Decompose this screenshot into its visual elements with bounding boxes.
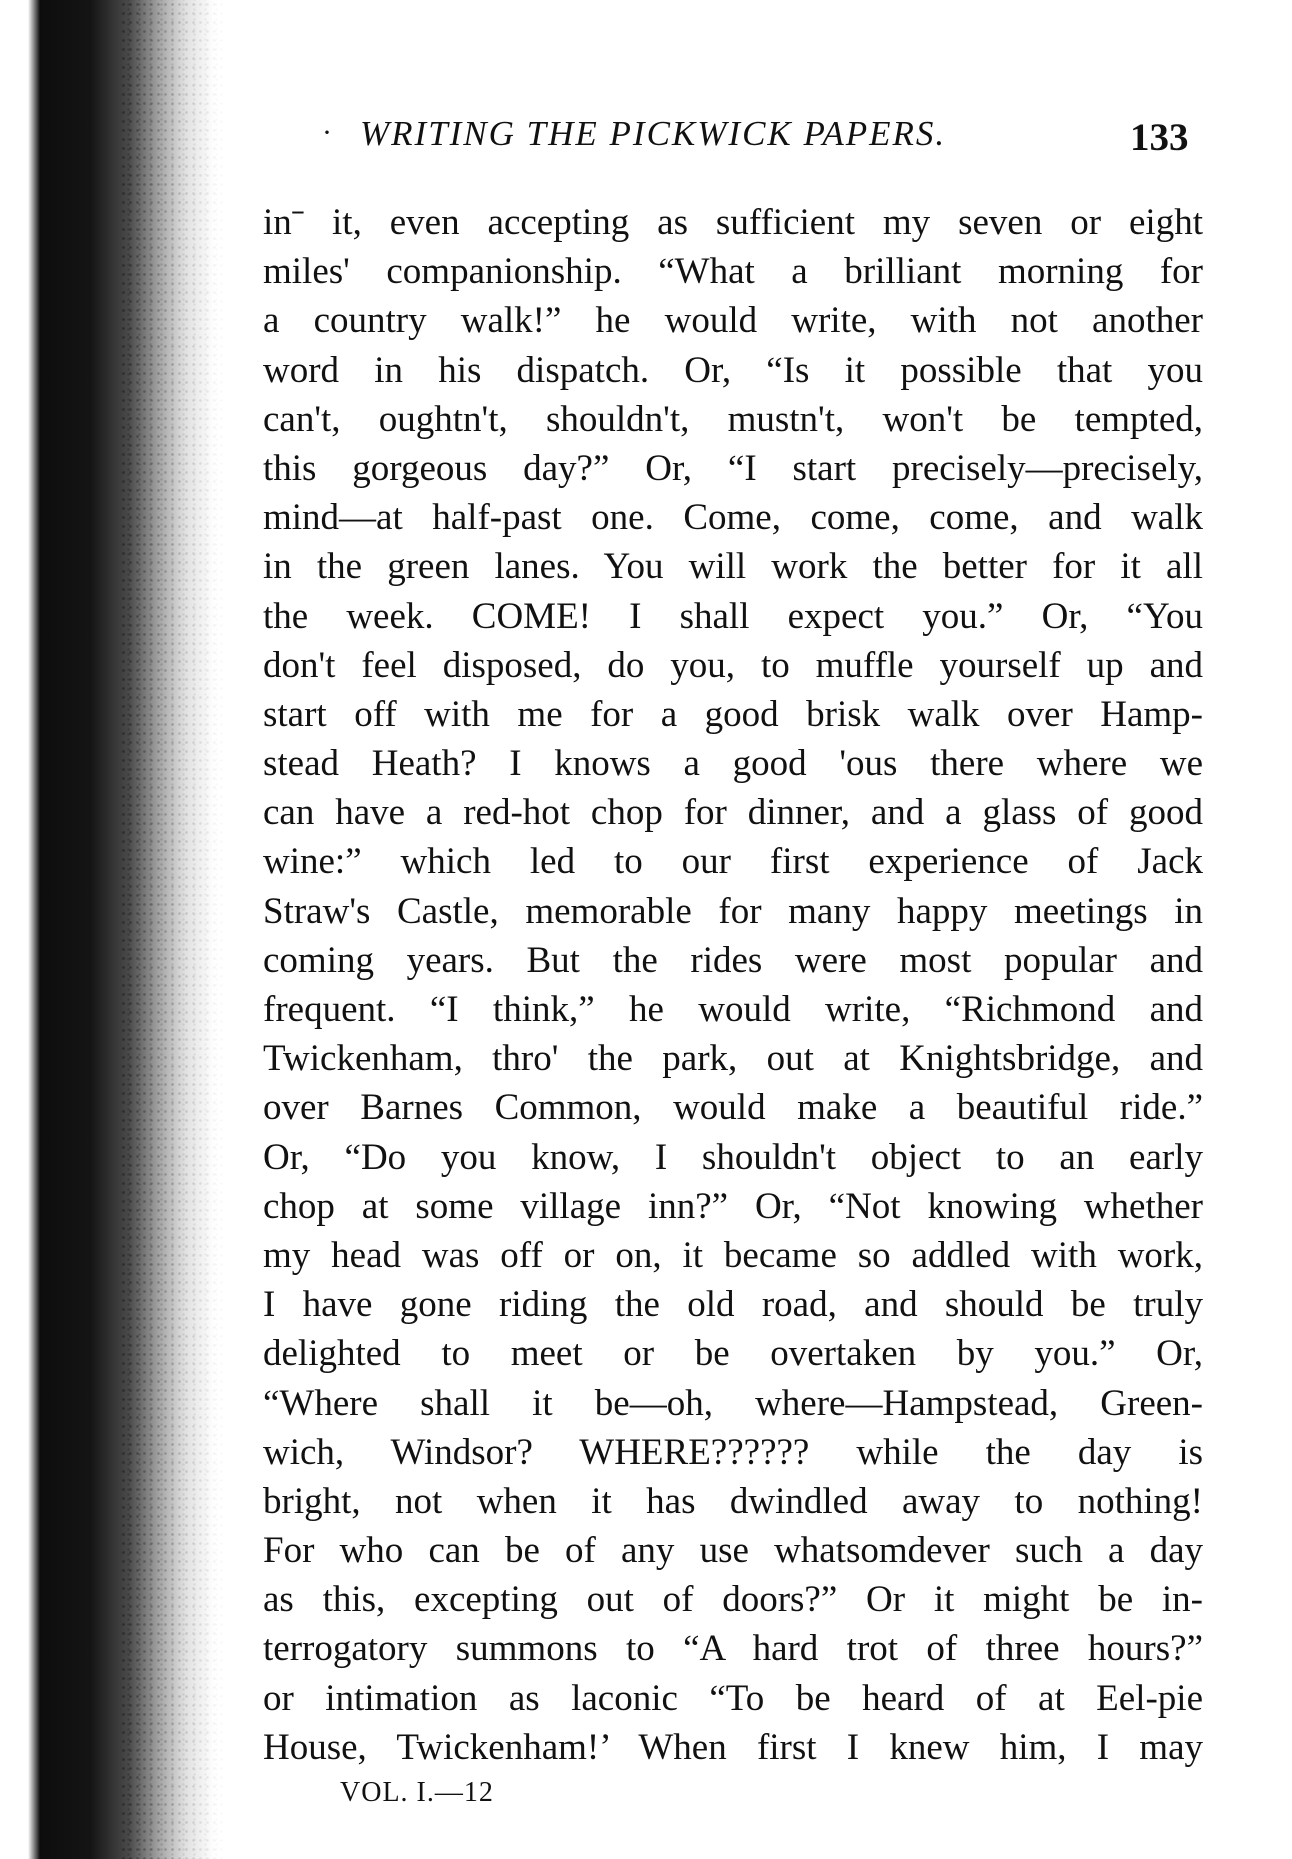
text-line: “Where shall it be—oh, where—Hampstead, Green- — [263, 1382, 1203, 1424]
page-number: 133 — [1130, 116, 1189, 159]
text-line: word in his dispatch. Or, “Is it possible that you — [263, 349, 1203, 391]
text-line: chop at some village inn?” Or, “Not knowing whether — [263, 1185, 1203, 1227]
running-head-title: WRITING THE PICKWICK PAPERS. — [360, 114, 947, 153]
text-line: Or, “Do you know, I shouldn't object to an early — [263, 1136, 1203, 1178]
text-line: my head was off or on, it became so addled with work, — [263, 1234, 1203, 1276]
text-line: terrogatory summons to “A hard trot of three hours?” — [263, 1628, 1203, 1670]
body-text — [263, 198, 1203, 1772]
text-line: this gorgeous day?” Or, “I start precisely—precisely, — [263, 447, 1203, 489]
text-line: delighted to meet or be overtaken by you.” Or, — [263, 1333, 1203, 1375]
binding-gutter-speckle — [120, 0, 230, 1859]
text-line: I have gone riding the old road, and should be truly — [263, 1284, 1203, 1326]
text-line: inˉ it, even accepting as sufficient my seven or eight — [263, 202, 1203, 243]
text-line: miles' companionship. “What a brilliant morning for — [263, 251, 1203, 293]
signature-mark: VOL. I.—12 — [340, 1777, 494, 1808]
text-line: over Barnes Common, would make a beautiful ride.” — [263, 1087, 1203, 1129]
text-line: bright, not when it has dwindled away to nothing! — [263, 1480, 1203, 1522]
text-line: as this, excepting out of doors?” Or it might be in- — [263, 1579, 1203, 1621]
text-line: wich, Windsor? WHERE?????? while the day is — [263, 1431, 1203, 1473]
text-line: can't, oughtn't, shouldn't, mustn't, won't be tempted, — [263, 398, 1203, 440]
text-line: start off with me for a good brisk walk over Hamp- — [263, 693, 1203, 735]
text-line: House, Twickenham!’ When first I knew him, I may — [263, 1726, 1203, 1768]
text-line: mind—at half-past one. Come, come, come, and walk — [263, 497, 1203, 539]
text-line: can have a red-hot chop for dinner, and a glass of good — [263, 792, 1203, 834]
text-line: or intimation as laconic “To be heard of at Eel-pie — [263, 1677, 1203, 1719]
text-line: don't feel disposed, do you, to muffle yourself up and — [263, 644, 1203, 686]
text-line: stead Heath? I knows a good 'ous there where we — [263, 743, 1203, 785]
text-line: frequent. “I think,” he would write, “Richmond and — [263, 989, 1203, 1030]
text-line: wine:” which led to our first experience of Jack — [263, 841, 1203, 883]
text-line: coming years. But the rides were most popular and — [263, 939, 1203, 981]
running-head-dot: · — [322, 116, 332, 149]
text-line: the week. COME! I shall expect you.” Or, “You — [263, 595, 1203, 637]
text-line: a country walk!” he would write, with not another — [263, 300, 1203, 342]
text-line: in the green lanes. You will work the better for it all — [263, 546, 1203, 588]
text-line: Straw's Castle, memorable for many happy meetings in — [263, 890, 1203, 932]
text-line: For who can be of any use whatsomdever such a day — [263, 1530, 1203, 1572]
text-line: Twickenham, thro' the park, out at Knightsbridge, and — [263, 1038, 1203, 1080]
